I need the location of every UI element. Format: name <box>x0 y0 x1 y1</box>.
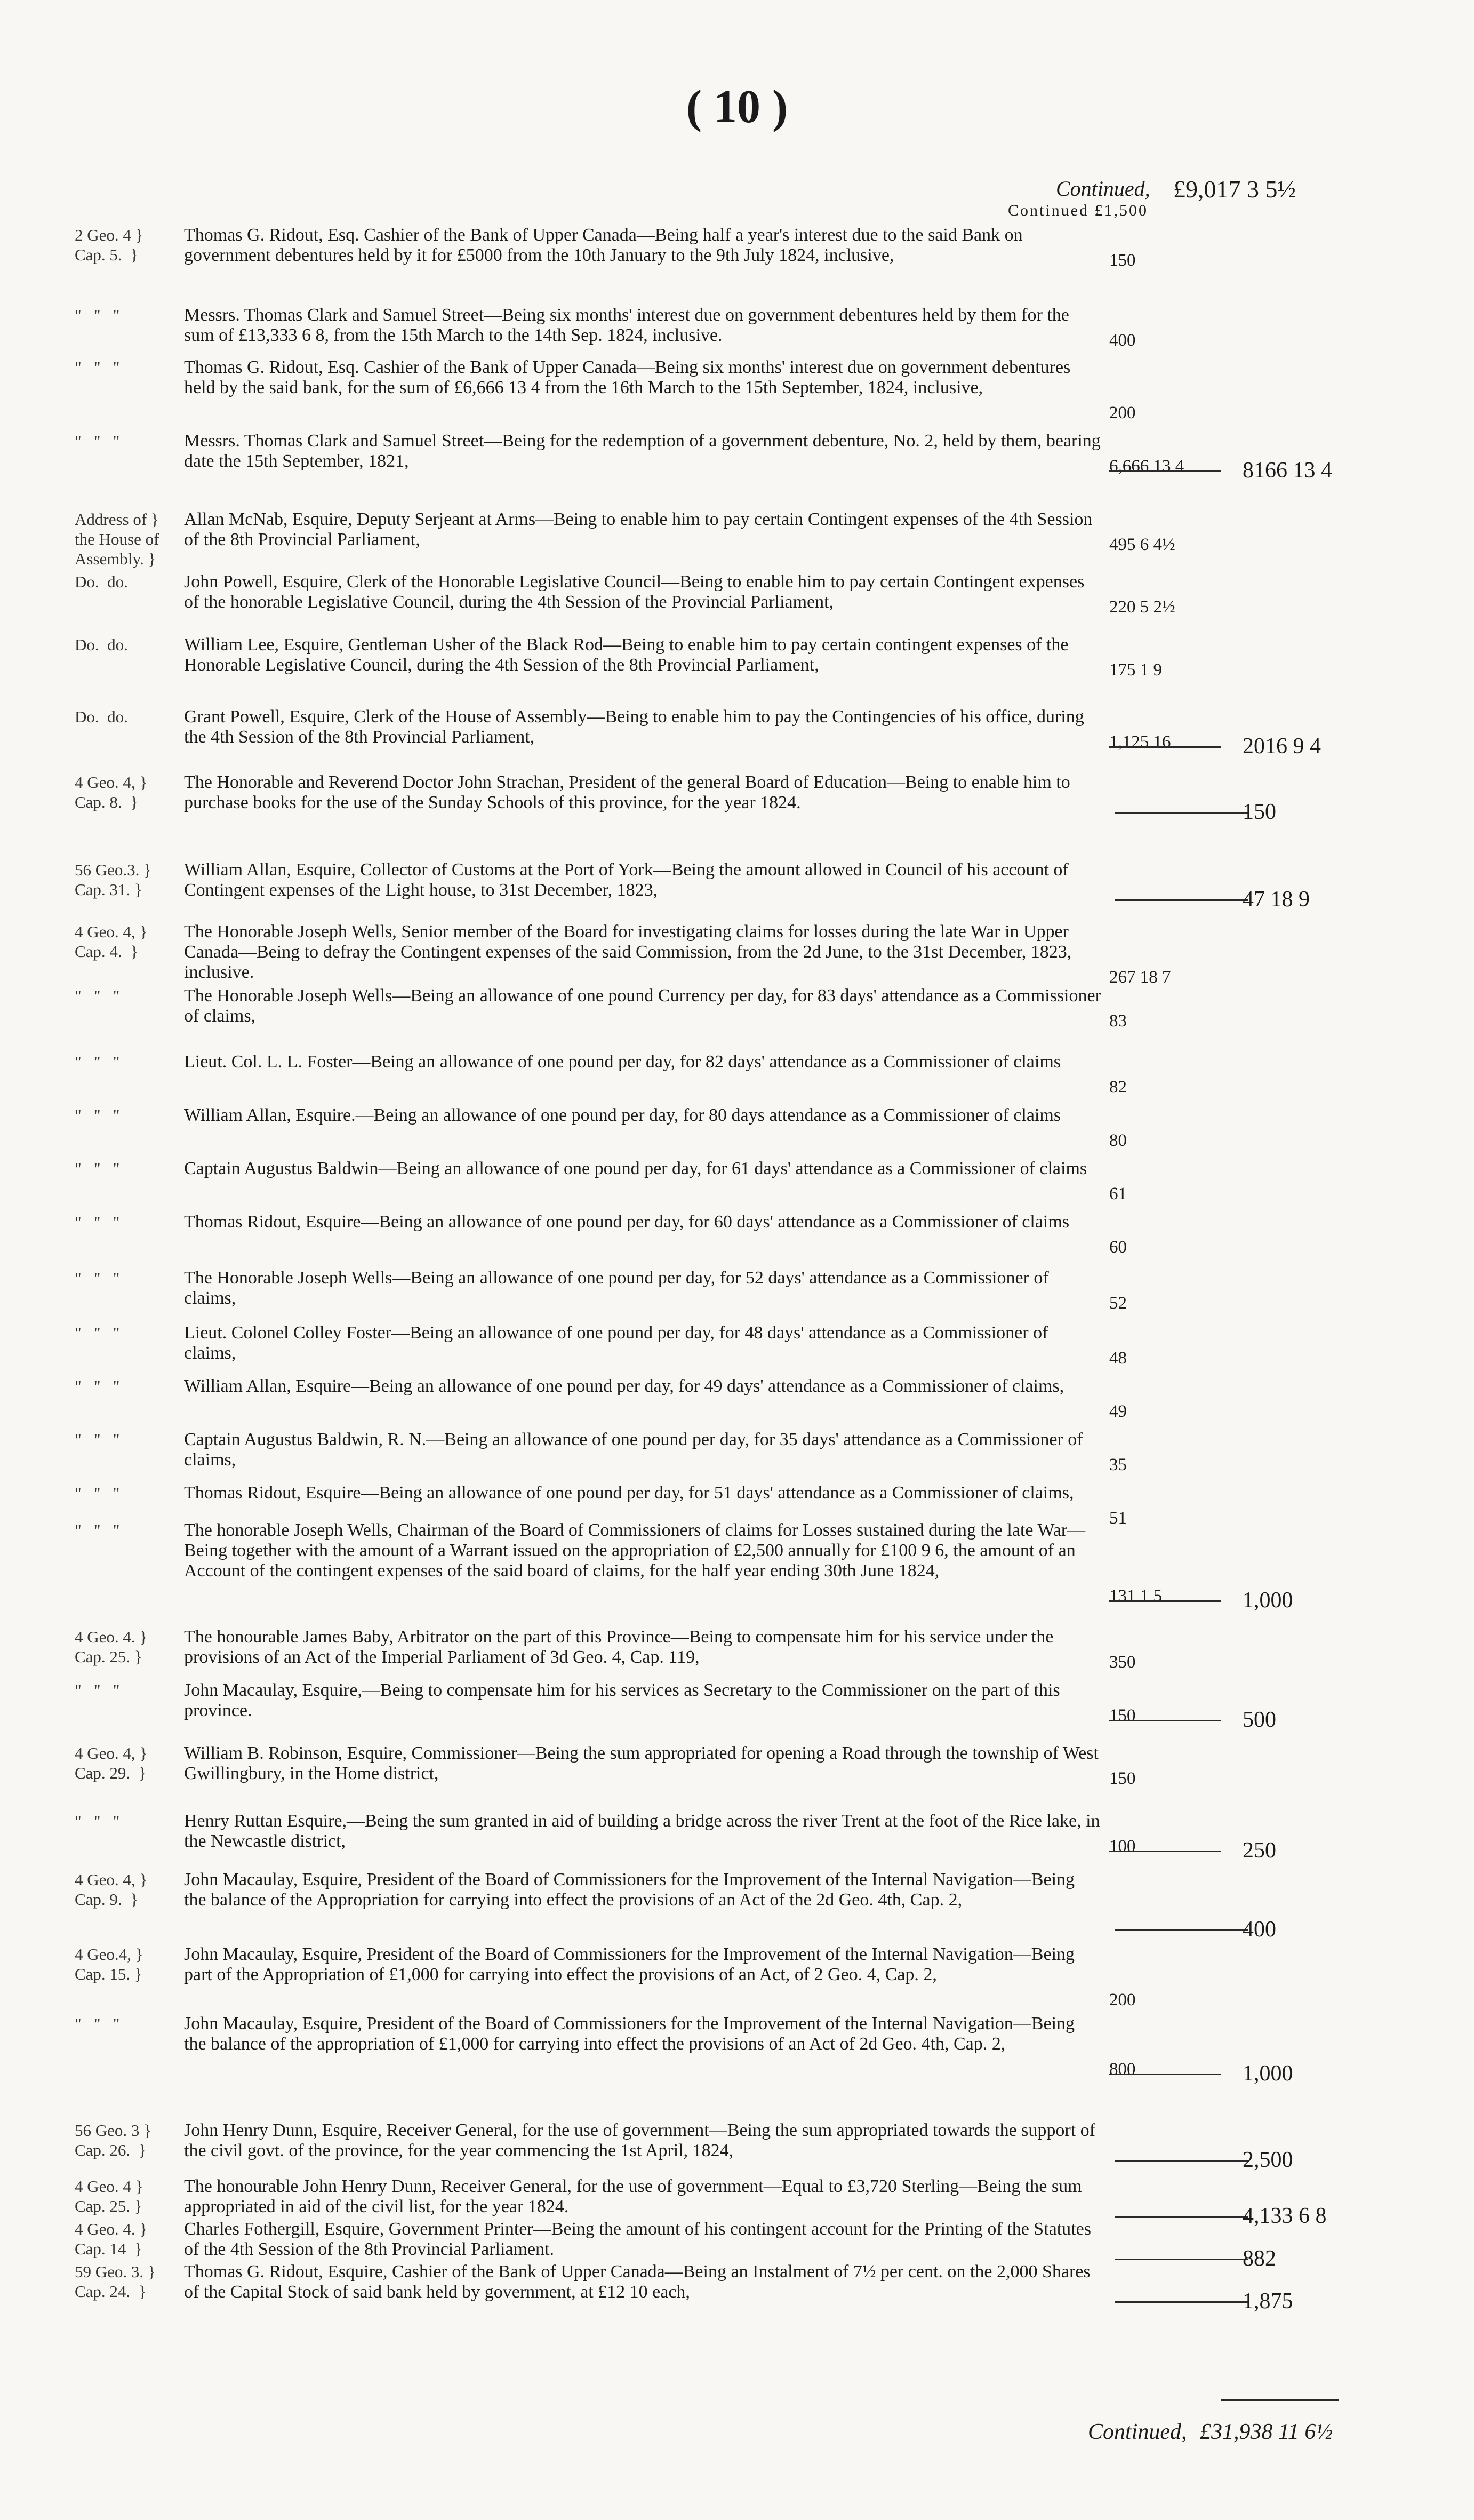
sum-rule <box>1115 812 1248 814</box>
statute-reference: 4 Geo. 4, } Cap. 9. } <box>75 1870 148 1909</box>
entry-total: 500 <box>1243 1708 1276 1732</box>
entry-description: Thomas Ridout, Esquire—Being an allowance of one pound per day, for 60 days' attendance as a Commissioner of claims <box>184 1212 1070 1232</box>
statute-reference: Do. do. <box>75 635 128 654</box>
entry-total: 47 18 9 <box>1243 887 1310 912</box>
statute-reference: " " " <box>75 1521 120 1540</box>
statute-reference: 56 Geo. 3 } Cap. 26. } <box>75 2121 152 2159</box>
statute-reference: 4 Geo. 4. } Cap. 25. } <box>75 1628 148 1666</box>
statute-reference: " " " <box>75 432 120 450</box>
entry-amount: 267 18 7 <box>1109 968 1171 987</box>
entry-amount: 495 6 4½ <box>1109 535 1175 554</box>
entry-description: Henry Ruttan Esquire,—Being the sum granted in aid of building a bridge across the river Trent at the foot of the Rice lake, in the Newcastle district, <box>184 1811 1100 1851</box>
entry-description: Lieut. Colonel Colley Foster—Being an allowance of one pound per day, for 48 days' attendance as a Commissioner of claims, <box>184 1323 1048 1363</box>
entry-total: 4,133 6 8 <box>1243 2204 1327 2228</box>
statute-reference: " " " <box>75 1377 120 1395</box>
entry-total: 2,500 <box>1243 2148 1293 2172</box>
entry-amount: 49 <box>1109 1402 1127 1421</box>
entry-description: John Henry Dunn, Esquire, Receiver General, for the use of government—Being the sum appropriated towards the support of the civil govt. of the province, for the year commencing the 1st April, 1824, <box>184 2120 1095 2160</box>
statute-reference: Address of } the House of Assembly. } <box>75 510 159 568</box>
sum-rule <box>1109 1600 1221 1602</box>
statute-reference: " " " <box>75 1159 120 1178</box>
entry-description: William Allan, Esquire.—Being an allowance of one pound per day, for 80 days attendance as a Commissioner of claims <box>184 1105 1061 1125</box>
statute-reference: " " " <box>75 306 120 324</box>
entry-description: The honourable James Baby, Arbitrator on the part of this Province—Being to compensate him for his service under the provisions of an Act of the Imperial Parliament of 3d Geo. 4, Cap. 119, <box>184 1627 1054 1667</box>
statute-reference: 56 Geo.3. } Cap. 31. } <box>75 860 152 899</box>
entry-total: 1,875 <box>1243 2289 1293 2314</box>
statute-reference: 4 Geo. 4, } Cap. 8. } <box>75 773 148 811</box>
entry-description: John Macaulay, Esquire, President of the Board of Commissioners for the Improvement of the Internal Navigation—Being the balance of the Appropriation for carrying into effect the provisions of an Act of the 2d Geo. 4th, Cap. 2, <box>184 1870 1075 1910</box>
sum-rule <box>1109 1851 1221 1852</box>
sum-rule <box>1109 470 1221 472</box>
entry-amount: 200 <box>1109 1990 1136 2009</box>
sum-rule <box>1109 1720 1221 1721</box>
sum-rule <box>1109 2074 1221 2075</box>
entry-total: 150 <box>1243 800 1276 824</box>
entry-description: Grant Powell, Esquire, Clerk of the House of Assembly—Being to enable him to pay the Contingencies of his office, during the 4th Session of the 8th Provincial Parliament, <box>184 707 1084 747</box>
statute-reference: Do. do. <box>75 707 128 726</box>
entry-amount: 60 <box>1109 1238 1127 1257</box>
statute-reference: " " " <box>75 1052 120 1071</box>
entry-total: 400 <box>1243 1917 1276 1942</box>
statute-reference: " " " <box>75 1484 120 1502</box>
continued-sub: Continued £1,500 <box>1008 202 1148 219</box>
entry-total: 1,000 <box>1243 2061 1293 2086</box>
sum-rule <box>1109 746 1221 748</box>
entry-amount: 400 <box>1109 331 1136 350</box>
entry-description: Messrs. Thomas Clark and Samuel Street—Being for the redemption of a government debenture, No. 2, held by them, bearing date the 15th September, 1821, <box>184 431 1101 471</box>
statute-reference: 2 Geo. 4 } Cap. 5. } <box>75 226 143 264</box>
continued-label: Continued, <box>1056 177 1150 201</box>
entry-amount: 1,125 16 <box>1109 732 1171 752</box>
entry-description: Thomas G. Ridout, Esquire, Cashier of the Bank of Upper Canada—Being an Instalment of 7½ per cent. on the 2,000 Shares of the Capital Stock of said bank held by government, at £12 10 each, <box>184 2262 1091 2302</box>
entry-description: Thomas Ridout, Esquire—Being an allowance of one pound per day, for 51 days' attendance as a Commissioner of claims, <box>184 1483 1074 1503</box>
entry-description: Lieut. Col. L. L. Foster—Being an allowance of one pound per day, for 82 days' attendance as a Commissioner of claims <box>184 1052 1061 1072</box>
entry-amount: 83 <box>1109 1011 1127 1031</box>
entry-amount: 80 <box>1109 1131 1127 1150</box>
entry-amount: 150 <box>1109 1769 1136 1788</box>
entry-amount: 82 <box>1109 1078 1127 1097</box>
entry-description: Allan McNab, Esquire, Deputy Serjeant at Arms—Being to enable him to pay certain Contingent expenses of the 4th Session of the 8th Provincial Parliament, <box>184 509 1093 549</box>
statute-reference: " " " <box>75 1812 120 1830</box>
entry-description: Thomas G. Ridout, Esq. Cashier of the Bank of Upper Canada—Being six months' interest due on government debentures held by the said bank, for the sum of £6,666 13 4 from the 16th March to the 15th September, 1824, inclusive, <box>184 357 1071 397</box>
entry-description: John Macaulay, Esquire,—Being to compensate him for his services as Secretary to the Commissioner on the part of this province. <box>184 1680 1060 1720</box>
entry-total: 882 <box>1243 2246 1276 2271</box>
entry-description: Thomas G. Ridout, Esq. Cashier of the Bank of Upper Canada—Being half a year's interest due to the said Bank on government debentures held by it for £5000 from the 10th January to the 9th July 1824, inclusive, <box>184 225 1023 265</box>
entry-description: The honorable Joseph Wells, Chairman of the Board of Commissioners of claims for Losses sustained during the late War—Being together with the amount of a Warrant issued on the appropriation of £2,500 annually for £100 9 6, the amount of an Account of the contingent expenses of the said board of claims, for the half year ending 30th June 1824, <box>184 1520 1086 1581</box>
entry-amount: 48 <box>1109 1349 1127 1368</box>
statute-reference: " " " <box>75 2014 120 2033</box>
entry-amount: 100 <box>1109 1837 1136 1856</box>
sum-rule <box>1115 2301 1248 2303</box>
entry-total: 8166 13 4 <box>1243 458 1332 483</box>
statute-reference: Do. do. <box>75 572 128 591</box>
statute-reference: 4 Geo.4, } Cap. 15. } <box>75 1945 143 1983</box>
entry-amount: 52 <box>1109 1294 1127 1313</box>
entry-amount: 350 <box>1109 1653 1136 1672</box>
statute-reference: " " " <box>75 1323 120 1342</box>
entry-description: John Powell, Esquire, Clerk of the Honorable Legislative Council—Being to enable him to pay certain Contingent expenses of the honorable Legislative Council, during the 4th Session of the Provincial Parliament, <box>184 572 1085 612</box>
entry-amount: 61 <box>1109 1184 1127 1203</box>
statute-reference: " " " <box>75 1106 120 1125</box>
statute-reference: 59 Geo. 3. } Cap. 24. } <box>75 2262 156 2301</box>
entry-description: Charles Fothergill, Esquire, Government Printer—Being the amount of his contingent account for the Printing of the Statutes of the 4th Session of the 8th Provincial Parliament. <box>184 2219 1091 2259</box>
statute-reference: 4 Geo. 4 } Cap. 25. } <box>75 2177 143 2215</box>
footer-continued-label: Continued, <box>1088 2420 1187 2444</box>
entry-description: John Macaulay, Esquire, President of the Board of Commissioners for the Improvement of the Internal Navigation—Being part of the Appropriation of £1,000 for carrying into effect the provisions of an Act, of 2 Geo. 4, Cap. 2, <box>184 1944 1075 1984</box>
entry-description: William Allan, Esquire, Collector of Customs at the Port of York—Being the amount allowed in Council of his account of Contingent expenses of the Light house, to 31st December, 1823, <box>184 860 1069 900</box>
statute-reference: 4 Geo. 4, } Cap. 4. } <box>75 922 148 961</box>
entry-description: The honourable John Henry Dunn, Receiver General, for the use of government—Equal to £3,720 Sterling—Being the sum appropriated in aid of the civil list, for the year 1824. <box>184 2176 1082 2216</box>
sum-rule <box>1115 899 1248 901</box>
statute-reference: " " " <box>75 1430 120 1449</box>
statute-reference: " " " <box>75 1213 120 1231</box>
entry-amount: 150 <box>1109 1706 1136 1725</box>
statute-reference: " " " <box>75 986 120 1005</box>
footer-rule <box>1221 2399 1339 2401</box>
entry-amount: 150 <box>1109 251 1136 270</box>
entry-description: John Macaulay, Esquire, President of the Board of Commissioners for the Improvement of the Internal Navigation—Being the balance of the appropriation of £1,000 for carrying into effect the provisions of an Act of 2d Geo. 4th, Cap. 2, <box>184 2014 1075 2054</box>
entry-amount: 800 <box>1109 2060 1136 2079</box>
entry-amount: 200 <box>1109 403 1136 422</box>
entry-total: 2016 9 4 <box>1243 734 1321 759</box>
entry-total: 250 <box>1243 1838 1276 1863</box>
page-number: ( 10 ) <box>686 81 788 133</box>
entry-amount: 220 5 2½ <box>1109 597 1175 617</box>
entry-description: Captain Augustus Baldwin—Being an allowance of one pound per day, for 61 days' attendance as a Commissioner of claims <box>184 1159 1087 1178</box>
entry-description: Messrs. Thomas Clark and Samuel Street—Being six months' interest due on government debentures held by them for the sum of £13,333 6 8, from the 15th March to the 14th Sep. 1824, inclusive. <box>184 305 1069 345</box>
sum-rule <box>1115 2160 1248 2162</box>
entry-description: The Honorable Joseph Wells—Being an allowance of one pound per day, for 52 days' attendance as a Commissioner of claims, <box>184 1268 1049 1308</box>
entry-amount: 131 1 5 <box>1109 1586 1162 1606</box>
sum-rule <box>1115 2259 1248 2260</box>
entry-amount: 35 <box>1109 1455 1127 1474</box>
sum-rule <box>1115 2216 1248 2218</box>
entry-description: The Honorable Joseph Wells, Senior member of the Board for investigating claims for losses during the late War in Upper Canada—Being to defray the Contingent expenses of the said Commission, from the 2d June, to the 31st December, 1823, inclusive. <box>184 922 1072 982</box>
entry-description: William Allan, Esquire—Being an allowance of one pound per day, for 49 days' attendance as a Commissioner of claims, <box>184 1376 1064 1396</box>
entry-amount: 6,666 13 4 <box>1109 457 1184 476</box>
entry-description: William B. Robinson, Esquire, Commissioner—Being the sum appropriated for opening a Road through the township of West Gwillingbury, in the Home district, <box>184 1743 1099 1783</box>
sum-rule <box>1115 1929 1248 1931</box>
footer-total: £31,938 11 6½ <box>1200 2420 1333 2444</box>
entry-description: William Lee, Esquire, Gentleman Usher of the Black Rod—Being to enable him to pay certain contingent expenses of the Honorable Legislative Council, during the 4th Session of the 8th Provincial Parliament, <box>184 635 1069 675</box>
statute-reference: 4 Geo. 4, } Cap. 29. } <box>75 1744 148 1782</box>
entry-description: Captain Augustus Baldwin, R. N.—Being an allowance of one pound per day, for 35 days' attendance as a Commissioner of claims, <box>184 1430 1083 1470</box>
statute-reference: 4 Geo. 4. } Cap. 14 } <box>75 2220 148 2258</box>
entry-description: The Honorable and Reverend Doctor John Strachan, President of the general Board of Education—Being to enable him to purchase books for the use of the Sunday Schools of this province, for the year 1824. <box>184 772 1070 812</box>
entry-amount: 51 <box>1109 1509 1127 1528</box>
statute-reference: " " " <box>75 1681 120 1700</box>
entry-description: The Honorable Joseph Wells—Being an allowance of one pound Currency per day, for 83 days' attendance as a Commissioner of claims, <box>184 986 1101 1026</box>
entry-total: 1,000 <box>1243 1588 1293 1613</box>
statute-reference: " " " <box>75 358 120 377</box>
statute-reference: " " " <box>75 1269 120 1287</box>
entry-amount: 175 1 9 <box>1109 660 1162 680</box>
continued-amount: £9,017 3 5½ <box>1173 176 1296 203</box>
